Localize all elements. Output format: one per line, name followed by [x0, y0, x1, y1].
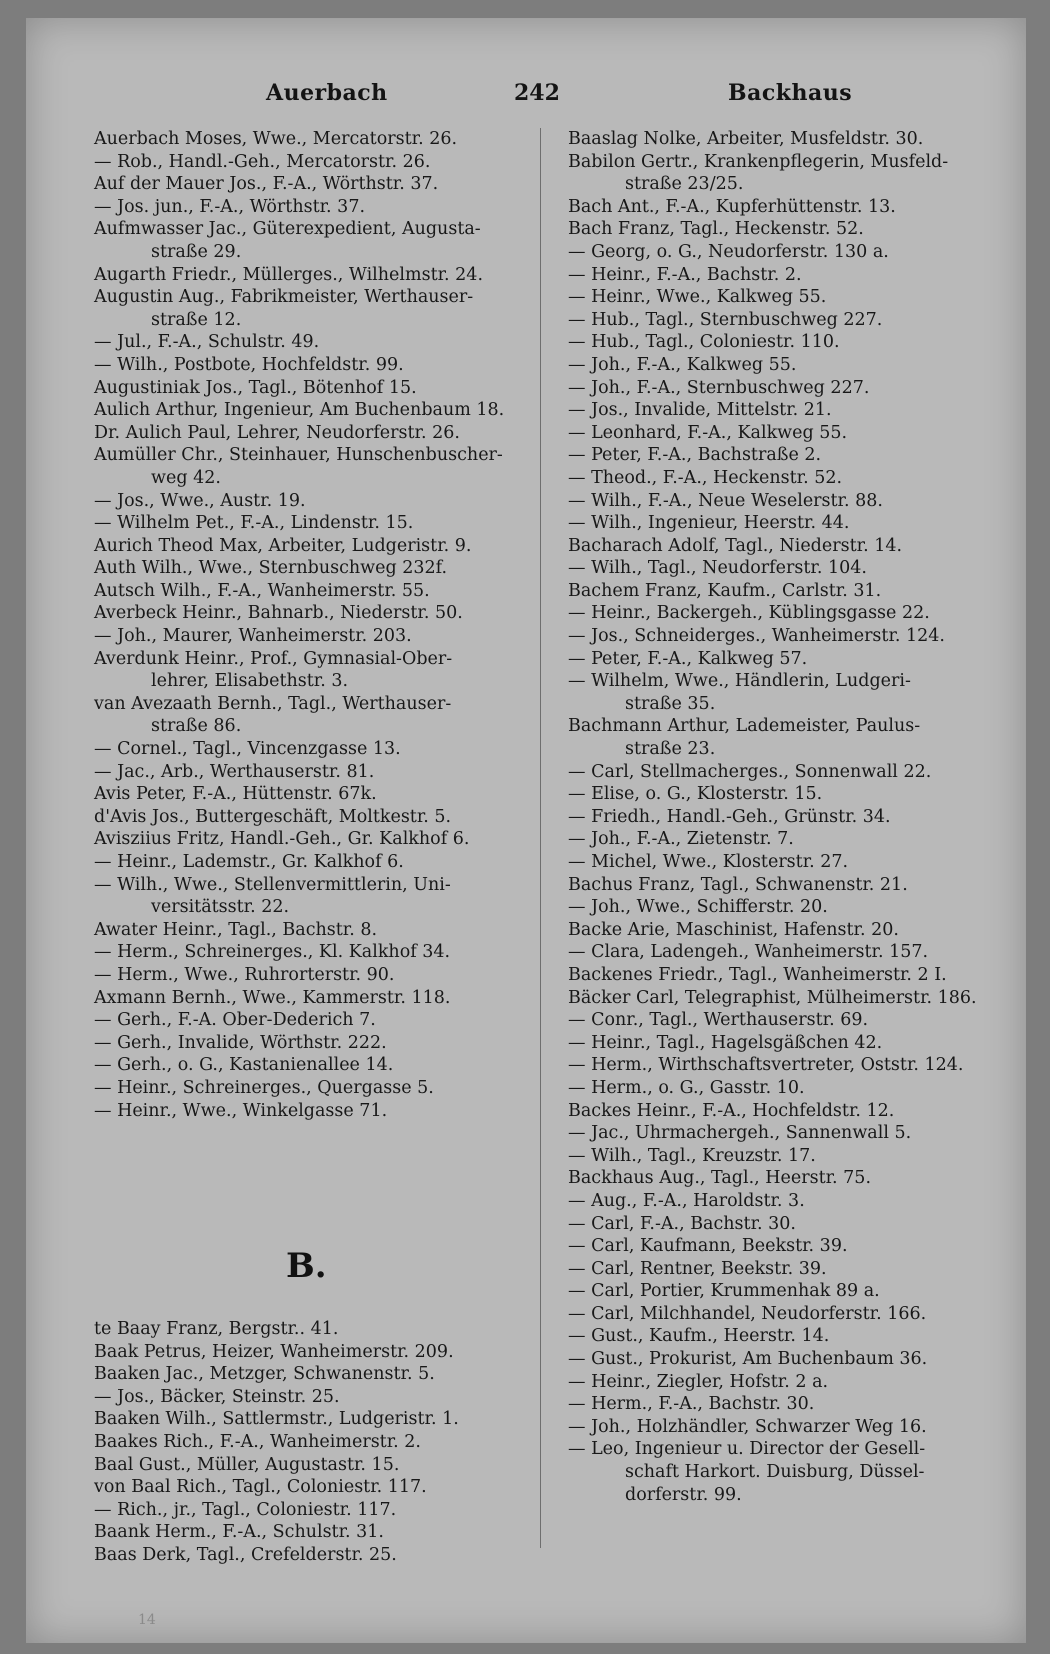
- directory-entry: [568, 851, 1023, 874]
- entry-text: Baak Petrus, Heizer, Wanheimerstr. 209.: [94, 1341, 454, 1362]
- directory-entry: [568, 896, 1023, 919]
- directory-entry: [94, 1100, 544, 1123]
- directory-entry: [94, 806, 544, 829]
- entry-text: Averdunk Heinr., Prof., Gymnasial-Ober-: [94, 648, 453, 669]
- entry-text: Baas Derk, Tagl., Crefelderstr. 25.: [94, 1544, 397, 1565]
- directory-entry: [568, 1371, 1023, 1394]
- directory-entry: [94, 941, 544, 964]
- entry-text: Auf der Mauer Jos., F.-A., Wörthstr. 37.: [94, 174, 439, 195]
- directory-entry: [568, 354, 1023, 377]
- entry-continuation: dorferstr. 99.: [625, 1484, 742, 1505]
- directory-entry: [568, 444, 1023, 467]
- directory-entry: [94, 851, 544, 874]
- entry-text: — Heinr., Wwe., Kalkweg 55.: [568, 287, 827, 308]
- directory-entry: [568, 941, 1023, 964]
- directory-entry: [568, 1213, 1023, 1236]
- directory-entry: [568, 196, 1023, 219]
- entry-text: Bacharach Adolf, Tagl., Niederstr. 14.: [568, 535, 903, 556]
- directory-entry: [568, 264, 1023, 287]
- entry-text: — Friedh., Handl.-Geh., Grünstr. 34.: [568, 806, 891, 827]
- entry-text: Bachmann Arthur, Lademeister, Paulus-: [568, 716, 921, 737]
- entry-text: te Baay Franz, Bergstr.. 41.: [94, 1319, 339, 1339]
- directory-entry: [94, 218, 544, 263]
- entry-text: — Wilhelm, Wwe., Händlerin, Ludgeri-: [568, 671, 911, 692]
- directory-entry: [568, 1145, 1023, 1168]
- directory-entry: [94, 1521, 544, 1544]
- directory-entry: [94, 151, 544, 174]
- entry-text: Backe Arie, Maschinist, Hafenstr. 20.: [568, 919, 899, 940]
- entry-text: — Wilh., Tagl., Neudorferstr. 104.: [568, 558, 867, 579]
- entry-text: Backhaus Aug., Tagl., Heerstr. 75.: [568, 1168, 872, 1189]
- entry-text: Avis Peter, F.-A., Hüttenstr. 67k.: [94, 784, 377, 805]
- entry-text: Averbeck Heinr., Bahnarb., Niederstr. 50.: [94, 603, 463, 624]
- directory-entry: [568, 1032, 1023, 1055]
- right-column: [568, 128, 1023, 1506]
- directory-entry: [568, 151, 1023, 196]
- entry-text: — Joh., Wwe., Schifferstr. 20.: [568, 897, 828, 918]
- directory-entry: [568, 241, 1023, 264]
- entry-text: Avisziius Fritz, Handl.-Geh., Gr. Kalkhof 6.: [94, 829, 470, 850]
- entry-text: — Gust., Prokurist, Am Buchenbaum 36.: [568, 1349, 928, 1370]
- entry-text: — Carl, Stellmacherges., Sonnenwall 22.: [568, 761, 932, 782]
- directory-entry: [568, 1258, 1023, 1281]
- directory-entry: [94, 1318, 544, 1341]
- entry-text: Baal Gust., Müller, Augustastr. 15.: [94, 1454, 400, 1475]
- entry-text: Dr. Aulich Paul, Lehrer, Neudorferstr. 26.: [94, 422, 460, 443]
- directory-entry: [94, 490, 544, 513]
- directory-entry: [568, 1348, 1023, 1371]
- directory-entry: [94, 1363, 544, 1386]
- entry-text: — Carl, Portier, Krummenhak 89 a.: [568, 1281, 880, 1302]
- directory-entry: [94, 377, 544, 400]
- entry-text: Baaken Wilh., Sattlermstr., Ludgeristr. 1.: [94, 1409, 459, 1430]
- entry-text: — Herm., F.-A., Bachstr. 30.: [568, 1394, 815, 1415]
- entry-text: — Joh., Maurer, Wanheimerstr. 203.: [94, 626, 412, 647]
- entry-continuation: schaft Harkort. Duisburg, Düssel-: [625, 1462, 925, 1483]
- directory-entry: [568, 670, 1023, 715]
- entry-text: — Wilh., Ingenieur, Heerstr. 44.: [568, 513, 850, 534]
- entry-text: van Avezaath Bernh., Tagl., Werthauser-: [94, 693, 452, 714]
- entry-text: — Joh., F.-A., Kalkweg 55.: [568, 354, 797, 375]
- entry-text: Awater Heinr., Tagl., Bachstr. 8.: [94, 919, 378, 940]
- directory-entry: [568, 1484, 1023, 1507]
- directory-entry: [94, 1032, 544, 1055]
- entry-text: — Heinr., Ziegler, Hofstr. 2 a.: [568, 1371, 829, 1392]
- entry-text: — Herm., Schreinerges., Kl. Kalkhof 34.: [94, 942, 451, 963]
- directory-entry: [94, 264, 544, 287]
- directory-entry: [568, 625, 1023, 648]
- entry-continuation: straße 35.: [625, 693, 716, 714]
- directory-entry: [94, 535, 544, 558]
- directory-entry: [568, 1054, 1023, 1077]
- directory-entry: [568, 919, 1023, 942]
- directory-entry: [94, 648, 544, 693]
- directory-entry: [568, 399, 1023, 422]
- page-number: 242: [514, 80, 560, 106]
- entry-text: — Leonhard, F.-A., Kalkweg 55.: [568, 422, 848, 443]
- entry-continuation: lehrer, Elisabethstr. 3.: [151, 671, 349, 692]
- entry-text: Baakes Rich., F.-A., Wanheimerstr. 2.: [94, 1431, 421, 1452]
- directory-entry: [94, 738, 544, 761]
- entry-text: — Hub., Tagl., Sternbuschweg 227.: [568, 309, 883, 330]
- entry-text: — Aug., F.-A., Haroldstr. 3.: [568, 1190, 805, 1211]
- directory-entry: [94, 828, 544, 851]
- directory-entry: [94, 331, 544, 354]
- entry-continuation: weg 42.: [151, 467, 221, 488]
- entry-text: Aurich Theod Max, Arbeiter, Ludgeristr. 9.: [94, 535, 472, 556]
- directory-entry: [94, 625, 544, 648]
- entry-text: — Gerh., F.-A. Ober-Dederich 7.: [94, 1010, 376, 1031]
- directory-entry: [568, 1280, 1023, 1303]
- entry-text: Augustin Aug., Fabrikmeister, Werthauser-: [94, 287, 474, 308]
- entry-text: Baaken Jac., Metzger, Schwanenstr. 5.: [94, 1364, 435, 1385]
- entry-text: — Jac., Arb., Werthauserstr. 81.: [94, 761, 375, 782]
- directory-entry: [94, 1054, 544, 1077]
- directory-entry: [94, 444, 544, 489]
- directory-entry: [94, 964, 544, 987]
- directory-entry: [568, 1235, 1023, 1258]
- entry-text: von Baal Rich., Tagl., Coloniestr. 117.: [94, 1477, 427, 1498]
- directory-page: [26, 18, 1026, 1643]
- entry-text: — Herm., Wirthschaftsvertreter, Oststr. 124.: [568, 1055, 964, 1076]
- directory-entry: [94, 1499, 544, 1522]
- directory-entry: [568, 1009, 1023, 1032]
- entry-text: — Joh., F.-A., Sternbuschweg 227.: [568, 377, 870, 398]
- directory-entry: [94, 512, 544, 535]
- directory-entry: [94, 1431, 544, 1454]
- entry-text: — Elise, o. G., Klosterstr. 15.: [568, 784, 823, 805]
- entry-text: — Michel, Wwe., Klosterstr. 27.: [568, 852, 849, 872]
- entry-text: — Jos., Invalide, Mittelstr. 21.: [568, 400, 832, 421]
- entry-text: — Herm., o. G., Gasstr. 10.: [568, 1077, 805, 1098]
- directory-entry: [568, 331, 1023, 354]
- directory-entry: [568, 467, 1023, 490]
- entry-text: — Heinr., F.-A., Bachstr. 2.: [568, 264, 802, 285]
- directory-entry: [568, 1077, 1023, 1100]
- entry-text: — Wilhelm Pet., F.-A., Lindenstr. 15.: [94, 513, 414, 534]
- directory-entry: [568, 648, 1023, 671]
- entry-text: Aulich Arthur, Ingenieur, Am Buchenbaum 18.: [94, 400, 505, 421]
- entry-text: Bach Franz, Tagl., Heckenstr. 52.: [568, 219, 864, 240]
- directory-entry: [94, 173, 544, 196]
- directory-entry: [94, 399, 544, 422]
- entry-text: — Heinr., Wwe., Winkelgasse 71.: [94, 1100, 388, 1121]
- directory-entry: [94, 919, 544, 942]
- directory-entry: [568, 1303, 1023, 1326]
- entry-text: Baank Herm., F.-A., Schulstr. 31.: [94, 1522, 384, 1543]
- entry-text: — Gerh., o. G., Kastanienallee 14.: [94, 1055, 394, 1076]
- entry-text: — Jos., Wwe., Austr. 19.: [94, 490, 306, 511]
- directory-entry: [568, 783, 1023, 806]
- entry-text: Axmann Bernh., Wwe., Kammerstr. 118.: [94, 987, 451, 1008]
- entry-continuation: versitätsstr. 22.: [151, 897, 290, 918]
- entry-continuation: straße 29.: [151, 241, 242, 262]
- directory-entry: [94, 693, 544, 738]
- header-right-keyword: Backhaus: [728, 80, 853, 106]
- directory-entry: [94, 987, 544, 1010]
- entry-text: — Heinr., Lademstr., Gr. Kalkhof 6.: [94, 852, 404, 872]
- left-column: [94, 128, 544, 1122]
- directory-entry: [568, 557, 1023, 580]
- entry-text: — Gerh., Invalide, Wörthstr. 222.: [94, 1032, 387, 1053]
- directory-entry: [568, 535, 1023, 558]
- entry-text: Baaslag Nolke, Arbeiter, Musfeldstr. 30.: [568, 129, 924, 149]
- entry-text: — Heinr., Schreinerges., Quergasse 5.: [94, 1077, 434, 1098]
- entry-text: — Herm., Wwe., Ruhrorterstr. 90.: [94, 964, 395, 985]
- entry-text: — Jos., Schneiderges., Wanheimerstr. 124.: [568, 626, 945, 647]
- entry-text: Auerbach Moses, Wwe., Mercatorstr. 26.: [94, 129, 458, 149]
- directory-entry: [94, 1544, 544, 1567]
- left-column-b-section: [94, 1318, 544, 1567]
- directory-entry: [568, 1438, 1023, 1483]
- entry-continuation: straße 12.: [151, 309, 242, 330]
- entry-text: — Jos. jun., F.-A., Wörthstr. 37.: [94, 196, 366, 217]
- entry-text: — Jul., F.-A., Schulstr. 49.: [94, 332, 320, 353]
- entry-text: — Heinr., Tagl., Hagelsgäßchen 42.: [568, 1032, 883, 1053]
- directory-entry: [94, 354, 544, 377]
- entry-text: — Conr., Tagl., Werthauserstr. 69.: [568, 1010, 869, 1031]
- entry-text: — Joh., Holzhändler, Schwarzer Weg 16.: [568, 1416, 927, 1437]
- entry-text: Autsch Wilh., F.-A., Wanheimerstr. 55.: [94, 580, 430, 601]
- entry-text: — Wilh., Wwe., Stellenvermittlerin, Uni-: [94, 874, 451, 895]
- entry-text: — Georg, o. G., Neudorferstr. 130 a.: [568, 241, 889, 262]
- directory-entry: [568, 1100, 1023, 1123]
- entry-text: — Rich., jr., Tagl., Coloniestr. 117.: [94, 1499, 397, 1520]
- directory-entry: [568, 218, 1023, 241]
- entry-text: — Carl, Milchhandel, Neudorferstr. 166.: [568, 1303, 927, 1324]
- directory-entry: [94, 1476, 544, 1499]
- directory-entry: [568, 512, 1023, 535]
- directory-entry: [94, 1077, 544, 1100]
- directory-entry: [94, 557, 544, 580]
- directory-entry: [94, 874, 544, 919]
- entry-text: Aumüller Chr., Steinhauer, Hunschenbuscher-: [94, 445, 503, 466]
- directory-entry: [94, 602, 544, 625]
- entry-text: Augarth Friedr., Müllerges., Wilhelmstr. 24.: [94, 264, 484, 285]
- directory-entry: [568, 1393, 1023, 1416]
- entry-text: Bach Ant., F.-A., Kupferhüttenstr. 13.: [568, 196, 896, 217]
- entry-text: — Carl, Rentner, Beekstr. 39.: [568, 1258, 827, 1279]
- entry-text: — Joh., F.-A., Zietenstr. 7.: [568, 829, 794, 850]
- directory-entry: [94, 1408, 544, 1431]
- directory-entry: [94, 1341, 544, 1364]
- directory-entry: [568, 1167, 1023, 1190]
- directory-entry: [94, 196, 544, 219]
- entry-text: Bäcker Carl, Telegraphist, Mülheimerstr. 186.: [568, 987, 977, 1008]
- entry-text: — Clara, Ladengeh., Wanheimerstr. 157.: [568, 942, 929, 963]
- entry-text: Augustiniak Jos., Tagl., Bötenhof 15.: [94, 377, 417, 398]
- footer-number: 14: [138, 1612, 156, 1628]
- directory-entry: [568, 377, 1023, 400]
- directory-entry: [568, 580, 1023, 603]
- entry-text: Auth Wilh., Wwe., Sternbuschweg 232f.: [94, 558, 448, 579]
- directory-entry: [94, 1386, 544, 1409]
- directory-entry: [94, 1454, 544, 1477]
- entry-text: Aufmwasser Jac., Güterexpedient, Augusta-: [94, 219, 481, 240]
- entry-text: Bachus Franz, Tagl., Schwanenstr. 21.: [568, 874, 908, 895]
- entry-text: — Peter, F.-A., Bachstraße 2.: [568, 445, 822, 466]
- directory-entry: [568, 1190, 1023, 1213]
- entry-text: — Cornel., Tagl., Vincenzgasse 13.: [94, 739, 401, 760]
- entry-text: Babilon Gertr., Krankenpflegerin, Musfeld-: [568, 151, 949, 172]
- entry-text: — Jac., Uhrmachergeh., Sannenwall 5.: [568, 1123, 912, 1144]
- directory-entry: [568, 1325, 1023, 1348]
- entry-text: — Wilh., Tagl., Kreuzstr. 17.: [568, 1145, 816, 1166]
- directory-entry: [568, 422, 1023, 445]
- page-header: [26, 80, 1026, 110]
- directory-entry: [94, 286, 544, 331]
- directory-entry: [568, 874, 1023, 897]
- entry-text: — Leo, Ingenieur u. Director der Gesell-: [568, 1439, 926, 1460]
- entry-text: — Carl, F.-A., Bachstr. 30.: [568, 1213, 796, 1234]
- directory-entry: [568, 761, 1023, 784]
- entry-text: — Gust., Kaufm., Heerstr. 14.: [568, 1326, 830, 1347]
- entry-text: — Peter, F.-A., Kalkweg 57.: [568, 648, 808, 669]
- entry-text: Backenes Friedr., Tagl., Wanheimerstr. 2 I.: [568, 964, 947, 985]
- entry-text: Backes Heinr., F.-A., Hochfeldstr. 12.: [568, 1100, 895, 1121]
- directory-entry: [568, 828, 1023, 851]
- directory-entry: [568, 128, 1023, 151]
- header-left-keyword: Auerbach: [266, 80, 388, 106]
- entry-text: — Wilh., Postbote, Hochfeldstr. 99.: [94, 354, 404, 375]
- entry-text: — Hub., Tagl., Coloniestr. 110.: [568, 332, 840, 353]
- entry-continuation: straße 23/25.: [625, 174, 744, 195]
- entry-text: Bachem Franz, Kaufm., Carlstr. 31.: [568, 580, 882, 601]
- directory-entry: [568, 987, 1023, 1010]
- entry-text: — Theod., F.-A., Heckenstr. 52.: [568, 467, 843, 488]
- entry-text: — Rob., Handl.-Geh., Mercatorstr. 26.: [94, 151, 431, 172]
- directory-entry: [568, 286, 1023, 309]
- directory-entry: [94, 422, 544, 445]
- directory-entry: [94, 761, 544, 784]
- directory-entry: [568, 1416, 1023, 1439]
- entry-continuation: straße 23.: [625, 739, 716, 760]
- directory-entry: [94, 1009, 544, 1032]
- entry-text: — Jos., Bäcker, Steinstr. 25.: [94, 1386, 340, 1407]
- directory-entry: [568, 806, 1023, 829]
- section-letter: B.: [286, 1246, 327, 1286]
- directory-entry: [568, 964, 1023, 987]
- entry-text: — Heinr., Backergeh., Küblingsgasse 22.: [568, 603, 930, 624]
- directory-entry: [568, 490, 1023, 513]
- entry-text: — Carl, Kaufmann, Beekstr. 39.: [568, 1236, 848, 1257]
- directory-entry: [568, 715, 1023, 760]
- entry-text: d'Avis Jos., Buttergeschäft, Moltkestr. 5.: [94, 806, 452, 827]
- directory-entry: [568, 309, 1023, 332]
- entry-continuation: straße 86.: [151, 716, 242, 737]
- directory-entry: [568, 1122, 1023, 1145]
- directory-entry: [94, 128, 544, 151]
- directory-entry: [94, 580, 544, 603]
- entry-text: — Wilh., F.-A., Neue Weselerstr. 88.: [568, 490, 883, 511]
- directory-entry: [568, 602, 1023, 625]
- directory-entry: [94, 783, 544, 806]
